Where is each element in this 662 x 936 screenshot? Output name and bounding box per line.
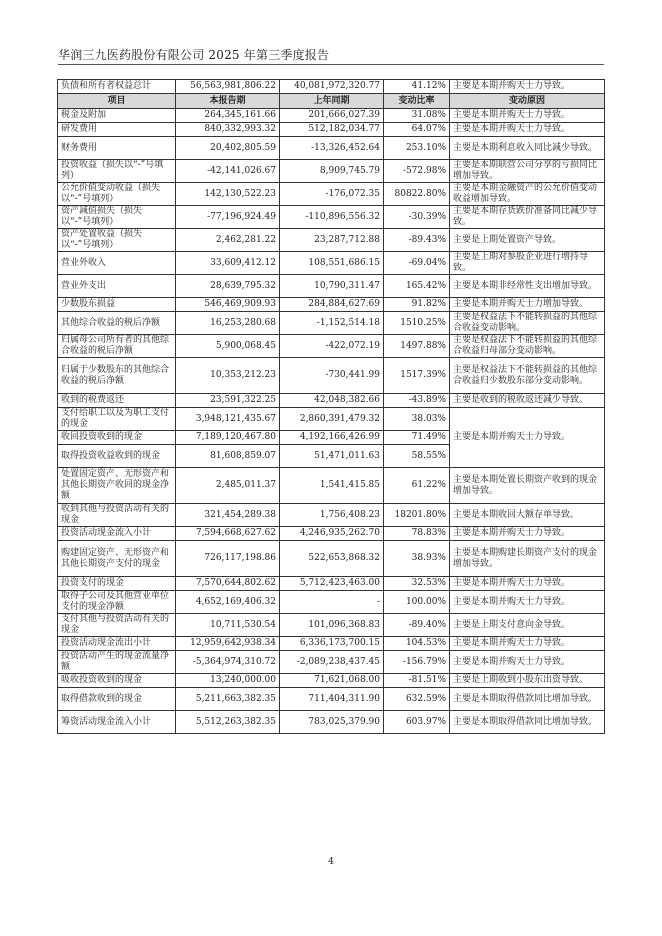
cell-change-reason: 主要是本期收回大额存单导致。: [450, 504, 605, 527]
table-row: [58, 674, 605, 688]
table-row: [58, 160, 605, 183]
table-row: [58, 651, 605, 674]
cell-prior-period: 201,666,027.39: [280, 109, 384, 123]
cell-prior-period: 40,081,972,320.77: [280, 80, 384, 94]
cell-change-reason: 主要是本期联营公司分享的亏损同比增加导致。: [450, 160, 605, 183]
table-row: [58, 504, 605, 527]
cell-current-period: -77,196,924.49: [176, 206, 280, 229]
cell-current-period: 546,469,909.93: [176, 298, 280, 312]
table-row: [58, 275, 605, 298]
cell-change-reason: 主要是本期并购天士力导致。: [450, 123, 605, 137]
cell-change-ratio: 165.42%: [384, 275, 450, 298]
cell-change-reason: 主要是本期取得借款同比增加导致。: [450, 711, 605, 734]
cell-prior-period: 1,756,408.23: [280, 504, 384, 527]
cell-current-period: 10,711,530.54: [176, 614, 280, 637]
cell-current-period: 142,130,522.23: [176, 183, 280, 206]
cell-prior-period: 1,541,415.85: [280, 468, 384, 504]
cell-item: 负债和所有者权益总计: [58, 80, 176, 94]
cell-change-ratio: 31.08%: [384, 109, 450, 123]
cell-current-period: 7,189,120,467.80: [176, 431, 280, 445]
cell-current-period: 12,959,642,938.34: [176, 637, 280, 651]
cell-item: 投资支付的现金: [58, 577, 176, 591]
table-row: [58, 688, 605, 711]
cell-item: 营业外支出: [58, 275, 176, 298]
cell-item: 收到的税费返还: [58, 394, 176, 408]
table-header-row: [58, 94, 605, 109]
table-row-total-liabilities-equity: [58, 80, 605, 94]
cell-prior-period: 284,884,627.69: [280, 298, 384, 312]
cell-change-reason: 主要是本期购建长期资产支付的现金增加导致。: [450, 541, 605, 577]
cell-prior-period: 23,287,712.88: [280, 229, 384, 252]
cell-change-ratio: 58.55%: [384, 445, 450, 468]
cell-change-ratio: 100.00%: [384, 591, 450, 614]
cell-change-ratio: 38.93%: [384, 541, 450, 577]
cell-prior-period: -110,896,556.32: [280, 206, 384, 229]
cell-current-period: 7,594,668,627.62: [176, 527, 280, 541]
cell-change-ratio: 1517.39%: [384, 358, 450, 394]
cell-item: 归属母公司所有者的其他综合收益的税后净额: [58, 335, 176, 358]
cell-prior-period: 10,790,311.47: [280, 275, 384, 298]
cell-change-ratio: -572.98%: [384, 160, 450, 183]
cell-current-period: 2,485,011.37: [176, 468, 280, 504]
cell-change-reason: 主要是本期并购天士力导致。: [450, 408, 605, 468]
cell-change-reason: 主要是上期对参股企业进行增持导致。: [450, 252, 605, 275]
cell-item: 购建固定资产、无形资产和其他长期资产支付的现金: [58, 541, 176, 577]
table-row: [58, 109, 605, 123]
table-row: [58, 312, 605, 335]
cell-change-reason: 主要是本期存货跌价准备同比减少导致。: [450, 206, 605, 229]
cell-change-ratio: 253.10%: [384, 137, 450, 160]
table-row: [58, 358, 605, 394]
table-row: [58, 614, 605, 637]
cell-item: 营业外收入: [58, 252, 176, 275]
cell-prior-period: -2,089,238,437.45: [280, 651, 384, 674]
table-row: [58, 137, 605, 160]
cell-item: 其他综合收益的税后净额: [58, 312, 176, 335]
cell-current-period: 2,462,281.22: [176, 229, 280, 252]
table-row: [58, 206, 605, 229]
cell-item: 归属于少数股东的其他综合收益的税后净额: [58, 358, 176, 394]
cell-item: 少数股东损益: [58, 298, 176, 312]
table-row: [58, 394, 605, 408]
cell-change-reason: 主要是上期支付意向金导致。: [450, 614, 605, 637]
cell-current-period: 7,570,644,802.62: [176, 577, 280, 591]
cell-prior-period: 711,404,311.90: [280, 688, 384, 711]
cell-prior-period: 512,182,034.77: [280, 123, 384, 137]
cell-change-ratio: 1497.88%: [384, 335, 450, 358]
cell-change-reason: 主要是本期并购天士力导致。: [450, 577, 605, 591]
table-row: [58, 527, 605, 541]
cell-current-period: 5,900,068.45: [176, 335, 280, 358]
cell-prior-period: 51,471,011.63: [280, 445, 384, 468]
cell-change-reason: 主要是本期并购天士力增加导致。: [450, 298, 605, 312]
cell-prior-period: 101,096,368.83: [280, 614, 384, 637]
cell-item: 收到其他与投资活动有关的现金: [58, 504, 176, 527]
cell-change-reason: 主要是权益法下不能转损益的其他综合收益归少数股东部分变动影响。: [450, 358, 605, 394]
cell-item: 公允价值变动收益（损失以“-”号填列）: [58, 183, 176, 206]
cell-change-ratio: 603.97%: [384, 711, 450, 734]
cell-prior-period: 6,336,173,700.15: [280, 637, 384, 651]
cell-item: 税金及附加: [58, 109, 176, 123]
cell-prior-period: 108,551,686.15: [280, 252, 384, 275]
cell-prior-period: 522,653,868.32: [280, 541, 384, 577]
cell-prior-period: -730,441.99: [280, 358, 384, 394]
cell-change-ratio: 80822.80%: [384, 183, 450, 206]
cell-prior-period: 4,246,935,262.70: [280, 527, 384, 541]
table-row: [58, 335, 605, 358]
cell-prior-period: -176,072.35: [280, 183, 384, 206]
cell-change-ratio: 64.07%: [384, 123, 450, 137]
table-row: [58, 591, 605, 614]
cell-item: 吸收投资收到的现金: [58, 674, 176, 688]
cell-current-period: -42,141,026.67: [176, 160, 280, 183]
table-row: [58, 298, 605, 312]
cell-change-ratio: -81.51%: [384, 674, 450, 688]
cell-change-reason: 主要是本期金融资产的公允价值变动收益增加导致。: [450, 183, 605, 206]
table-row: [58, 468, 605, 504]
cell-change-ratio: 1510.25%: [384, 312, 450, 335]
table-row: [58, 541, 605, 577]
table-row: [58, 577, 605, 591]
cell-change-reason: 主要是本期处置长期资产收到的现金增加导致。: [450, 468, 605, 504]
cell-current-period: 840,332,993.32: [176, 123, 280, 137]
cell-change-reason: 主要是本期并购天士力导致。: [450, 527, 605, 541]
cell-change-ratio: -89.40%: [384, 614, 450, 637]
cell-change-ratio: 632.59%: [384, 688, 450, 711]
cell-change-reason: 主要是本期取得借款同比增加导致。: [450, 688, 605, 711]
cell-prior-period: -: [280, 591, 384, 614]
cell-change-reason: 主要是本期并购天士力导致。: [450, 109, 605, 123]
header-change-reason: 变动原因: [450, 94, 605, 109]
cell-item: 投资活动现金流出小计: [58, 637, 176, 651]
cell-current-period: 3,948,121,435.67: [176, 408, 280, 431]
cell-current-period: 33,609,412.12: [176, 252, 280, 275]
table-row: [58, 408, 605, 431]
header-item: 项目: [58, 94, 176, 109]
cell-item: 筹资活动现金流入小计: [58, 711, 176, 734]
cell-current-period: 5,512,263,382.35: [176, 711, 280, 734]
cell-current-period: 28,639,795.32: [176, 275, 280, 298]
cell-change-ratio: 104.53%: [384, 637, 450, 651]
cell-item: 研发费用: [58, 123, 176, 137]
cell-change-ratio: 41.12%: [384, 80, 450, 94]
page-header-title: 华润三九医药股份有限公司 2025 年第三季度报告: [58, 48, 330, 62]
cell-change-reason: 主要是权益法下不能转损益的其他综合收益变动影响。: [450, 312, 605, 335]
cell-current-period: 4,652,169,406.32: [176, 591, 280, 614]
cell-prior-period: 71,621,068.00: [280, 674, 384, 688]
cell-item: 投资收益（损失以“-”号填列）: [58, 160, 176, 183]
header-change-ratio: 变动比率: [384, 94, 450, 109]
cell-item: 支付给职工以及为职工支付的现金: [58, 408, 176, 431]
cell-change-ratio: 18201.80%: [384, 504, 450, 527]
cell-current-period: 264,345,161.66: [176, 109, 280, 123]
cell-change-ratio: 61.22%: [384, 468, 450, 504]
cell-change-reason: 主要是本期非经常性支出增加导致。: [450, 275, 605, 298]
cell-prior-period: 42,048,382.66: [280, 394, 384, 408]
cell-item: 取得投资收益收到的现金: [58, 445, 176, 468]
page-number: 4: [328, 857, 334, 867]
cell-change-reason: 主要是本期并购天士力导致。: [450, 591, 605, 614]
cell-current-period: 10,353,212.23: [176, 358, 280, 394]
cell-item: 处置固定资产、无形资产和其他长期资产收回的现金净额: [58, 468, 176, 504]
cell-prior-period: 4,192,166,426.99: [280, 431, 384, 445]
cell-item: 财务费用: [58, 137, 176, 160]
cell-change-ratio: 78.83%: [384, 527, 450, 541]
table-row: [58, 637, 605, 651]
cell-change-reason: 主要是本期并购天士力导致。: [450, 637, 605, 651]
table-row: [58, 711, 605, 734]
cell-current-period: 726,117,198.86: [176, 541, 280, 577]
cell-item: 收回投资收到的现金: [58, 431, 176, 445]
cell-change-reason: 主要是收到的税收返还减少导致。: [450, 394, 605, 408]
cell-change-ratio: -89.43%: [384, 229, 450, 252]
cell-prior-period: 5,712,423,463.00: [280, 577, 384, 591]
cell-current-period: 23,591,322.25: [176, 394, 280, 408]
cell-change-reason: 主要是本期并购天士力导致。: [450, 80, 605, 94]
header-divider: [58, 64, 604, 65]
cell-item: 取得子公司及其他营业单位支付的现金净额: [58, 591, 176, 614]
cell-change-ratio: -30.39%: [384, 206, 450, 229]
cell-current-period: -5,364,974,310.72: [176, 651, 280, 674]
header-prior-period: 上年同期: [280, 94, 384, 109]
cell-prior-period: 2,860,391,479.32: [280, 408, 384, 431]
cell-change-ratio: -69.04%: [384, 252, 450, 275]
cell-prior-period: -13,326,452.64: [280, 137, 384, 160]
cell-change-reason: 主要是本期利息收入同比减少导致。: [450, 137, 605, 160]
cell-item: 资产处置收益（损失以“-”号填列）: [58, 229, 176, 252]
table-row: [58, 123, 605, 137]
cell-item: 投资活动产生的现金流量净额: [58, 651, 176, 674]
cell-change-ratio: -43.89%: [384, 394, 450, 408]
cell-change-ratio: 38.03%: [384, 408, 450, 431]
cell-current-period: 56,563,981,806.22: [176, 80, 280, 94]
cell-prior-period: 8,909,745.79: [280, 160, 384, 183]
cell-current-period: 16,253,280.68: [176, 312, 280, 335]
cell-change-ratio: 71.49%: [384, 431, 450, 445]
cell-change-reason: 主要是本期并购天士力导致。: [450, 651, 605, 674]
cell-item: 投资活动现金流入小计: [58, 527, 176, 541]
table-row: [58, 252, 605, 275]
table-row: [58, 183, 605, 206]
header-current-period: 本报告期: [176, 94, 280, 109]
cell-prior-period: -422,072.19: [280, 335, 384, 358]
cell-item: 资产减值损失（损失以“-”号填列）: [58, 206, 176, 229]
cell-change-reason: 主要是上期收到小股东出资导致。: [450, 674, 605, 688]
cell-current-period: 20,402,805.59: [176, 137, 280, 160]
cell-prior-period: -1,152,514.18: [280, 312, 384, 335]
cell-current-period: 5,211,663,382.35: [176, 688, 280, 711]
cell-change-ratio: 91.82%: [384, 298, 450, 312]
cell-change-reason: 主要是上期处置资产导致。: [450, 229, 605, 252]
cell-current-period: 81,608,859.07: [176, 445, 280, 468]
cell-item: 支付其他与投资活动有关的现金: [58, 614, 176, 637]
cell-current-period: 13,240,000.00: [176, 674, 280, 688]
cell-change-ratio: -156.79%: [384, 651, 450, 674]
cell-current-period: 321,454,289.38: [176, 504, 280, 527]
cell-change-reason: 主要是权益法下不能转损益的其他综合收益归母部分变动影响。: [450, 335, 605, 358]
table-row: [58, 229, 605, 252]
cell-item: 取得借款收到的现金: [58, 688, 176, 711]
cell-prior-period: 783,025,379.90: [280, 711, 384, 734]
cell-change-ratio: 32.53%: [384, 577, 450, 591]
financial-changes-table: [57, 79, 605, 734]
